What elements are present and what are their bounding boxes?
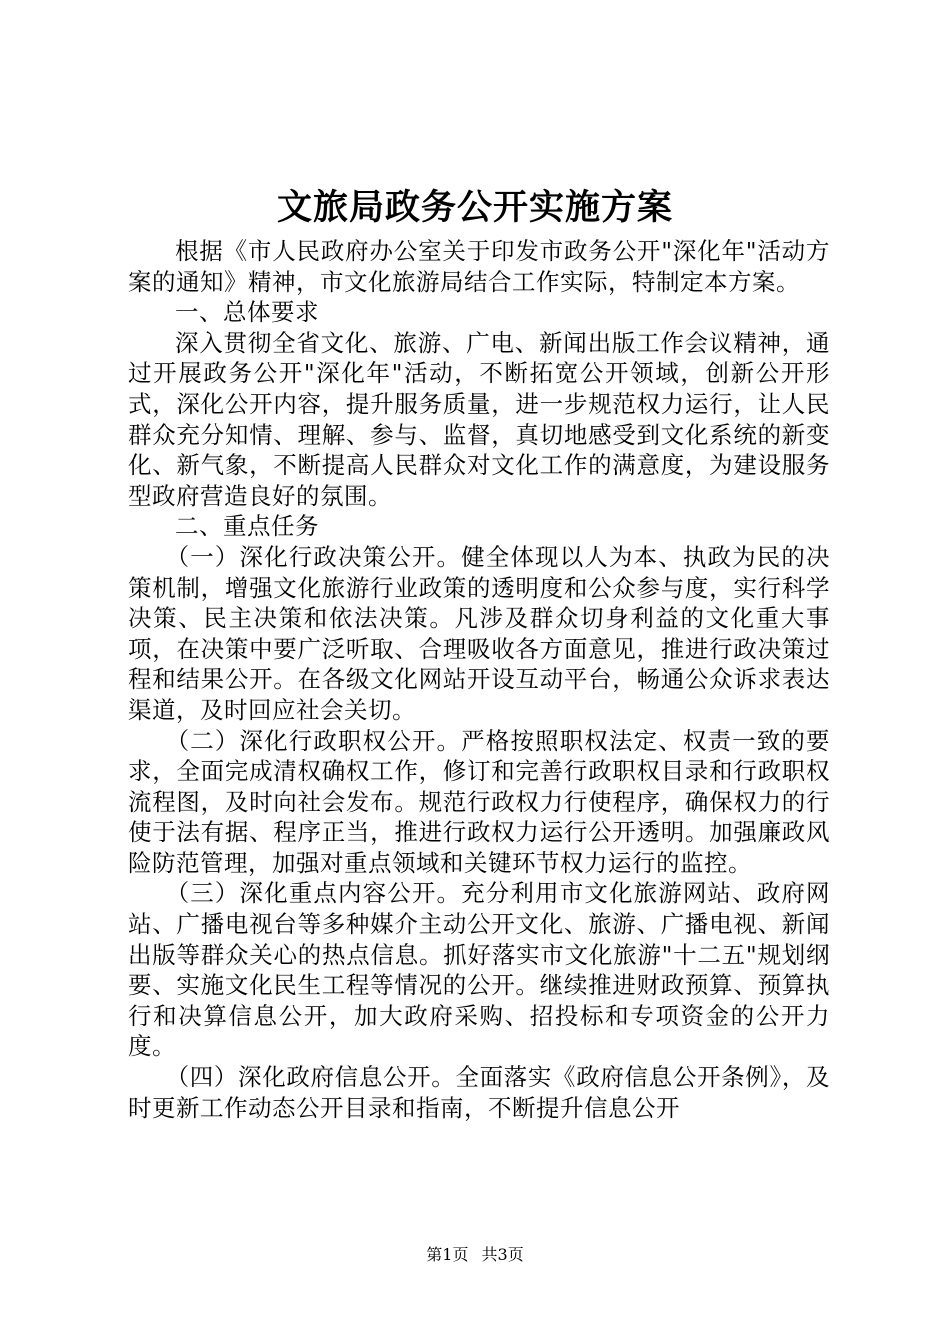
page-footer	[0, 1243, 950, 1267]
document-title: 文旅局政务公开实施方案	[276, 187, 673, 228]
paragraph-task-1: （一）深化行政决策公开。健全体现以人为本、执政为民的决策机制，增强文化旅游行业政策的透明度和公众参与度，实行科学决策、民主决策和依法决策。凡涉及群众切身利益的文化重大事项，在决策中要广泛听取、合理吸收各方面意见，推进行政决策过程和结果公开。在各级文化网站开设互动平台，畅通公众诉求表达渠道，及时回应社会关切。	[128, 542, 830, 724]
section-heading-general-requirements: 一、总体要求	[175, 298, 319, 327]
section-heading-key-tasks: 二、重点任务	[175, 512, 319, 541]
paragraph-task-3: （三）深化重点内容公开。充分利用市文化旅游网站、政府网站、广播电视台等多种媒介主动公开文化、旅游、广播电视、新闻出版等群众关心的热点信息。抓好落实市文化旅游"十二五"规划纲要、实施文化民生工程等情况的公开。继续推进财政预算、预算执行和决算信息公开，加大政府采购、招投标和专项资金的公开力度。	[128, 879, 830, 1061]
paragraph-intro: 根据《市人民政府办公室关于印发市政务公开"深化年"活动方案的通知》精神，市文化旅游局结合工作实际，特制定本方案。	[128, 237, 830, 296]
page-number: 第1页	[426, 1245, 469, 1264]
page-total: 共3页	[481, 1245, 524, 1264]
paragraph-general-requirements: 深入贯彻全省文化、旅游、广电、新闻出版工作会议精神，通过开展政务公开"深化年"活动，不断拓宽公开领域，创新公开形式，深化公开内容，提升服务质量，进一步规范权力运行，让人民群众充分知情、理解、参与、监督，真切地感受到文化系统的新变化、新气象，不断提高人民群众对文化工作的满意度，为建设服务型政府营造良好的氛围。	[128, 328, 830, 510]
paragraph-task-4: （四）深化政府信息公开。全面落实《政府信息公开条例》，及时更新工作动态公开目录和指南，不断提升信息公开	[128, 1063, 830, 1122]
paragraph-task-2: （二）深化行政职权公开。严格按照职权法定、权责一致的要求，全面完成清权确权工作，修订和完善行政职权目录和行政职权流程图，及时向社会发布。规范行政权力行使程序，确保权力的行使于法有据、程序正当，推进行政权力运行公开透明。加强廉政风险防范管理，加强对重点领域和关键环节权力运行的监控。	[128, 726, 830, 877]
document-body	[128, 236, 830, 1123]
